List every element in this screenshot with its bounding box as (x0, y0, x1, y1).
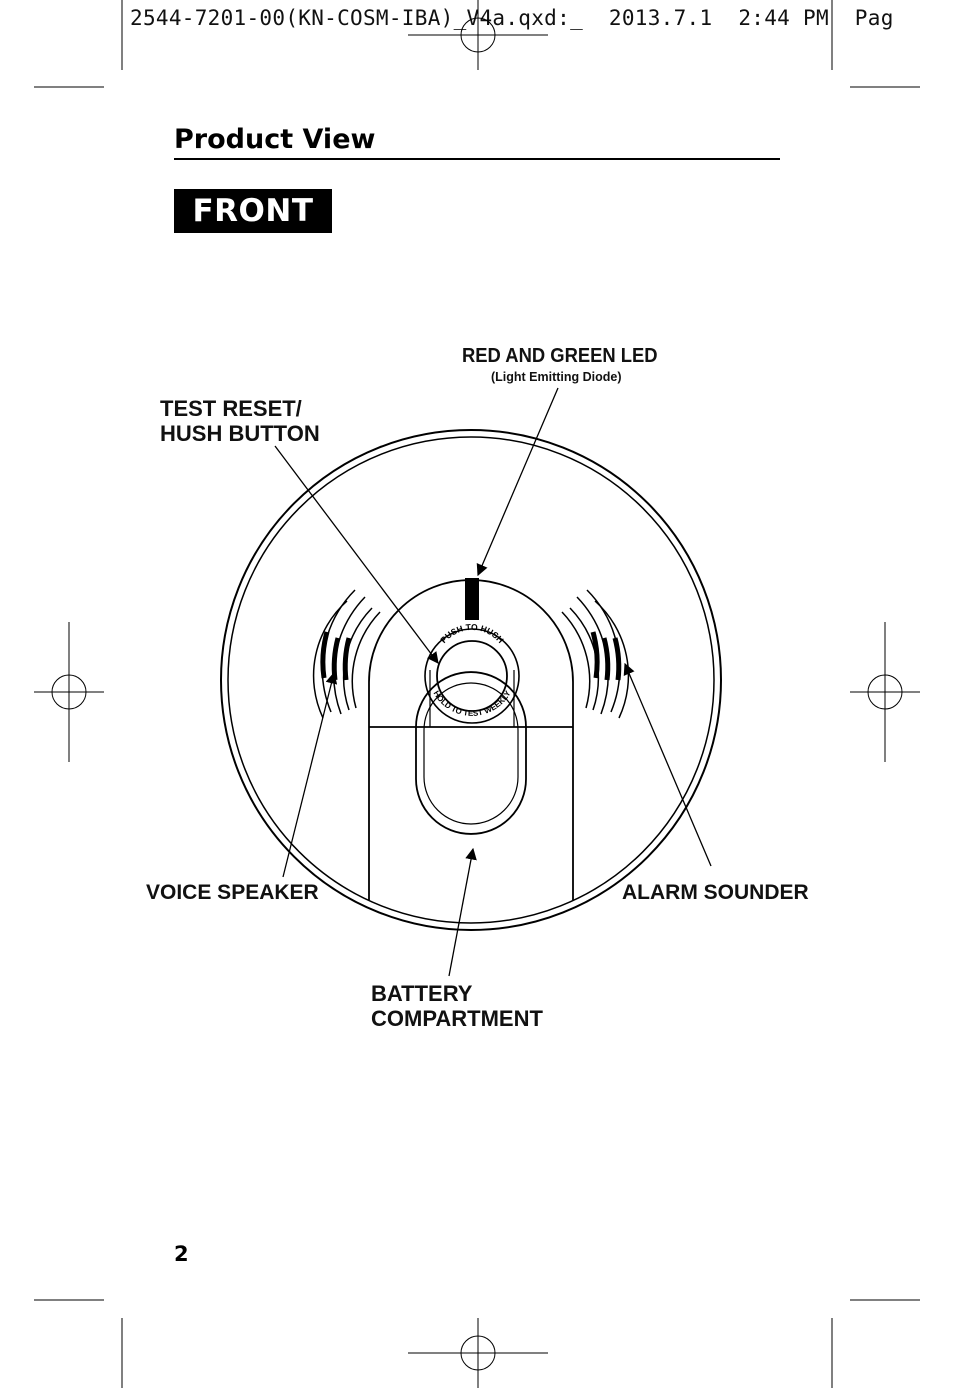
center-panel (369, 580, 573, 900)
print-slug-line: 2544-7201-00(KN-COSM-IBA)_V4a.qxd:_ 2013.7.1 2:44 PM Pag (130, 6, 894, 30)
test-reset-callout-label (160, 396, 320, 447)
test-reset-label-line1: TEST RESET/ (160, 396, 302, 421)
page-number: 2 (174, 1242, 189, 1266)
alarm-sounder-callout-label: ALARM SOUNDER (622, 881, 809, 904)
page-title: Product View (174, 124, 376, 155)
alarm-sounder-dark-bands (593, 632, 619, 680)
led-indicator (465, 578, 479, 620)
front-view-badge: FRONT (174, 189, 332, 233)
battery-label-line1: BATTERY (371, 981, 473, 1006)
button-ring-top-text: PUSH TO HUSH (438, 621, 506, 646)
voice-speaker-callout-label: VOICE SPEAKER (146, 881, 319, 904)
battery-compartment-callout-label (371, 981, 543, 1032)
led-callout-sublabel: (Light Emitting Diode) (491, 370, 622, 384)
voice-speaker-dark-bands (323, 632, 349, 680)
test-reset-label-line2: HUSH BUTTON (160, 421, 320, 447)
alarm-housing (221, 430, 721, 930)
battery-label-line2: COMPARTMENT (371, 1006, 543, 1032)
led-callout-label: RED AND GREEN LED (462, 345, 658, 367)
button-ring-bottom-text: HOLD TO TEST WEEKLY (431, 689, 513, 718)
